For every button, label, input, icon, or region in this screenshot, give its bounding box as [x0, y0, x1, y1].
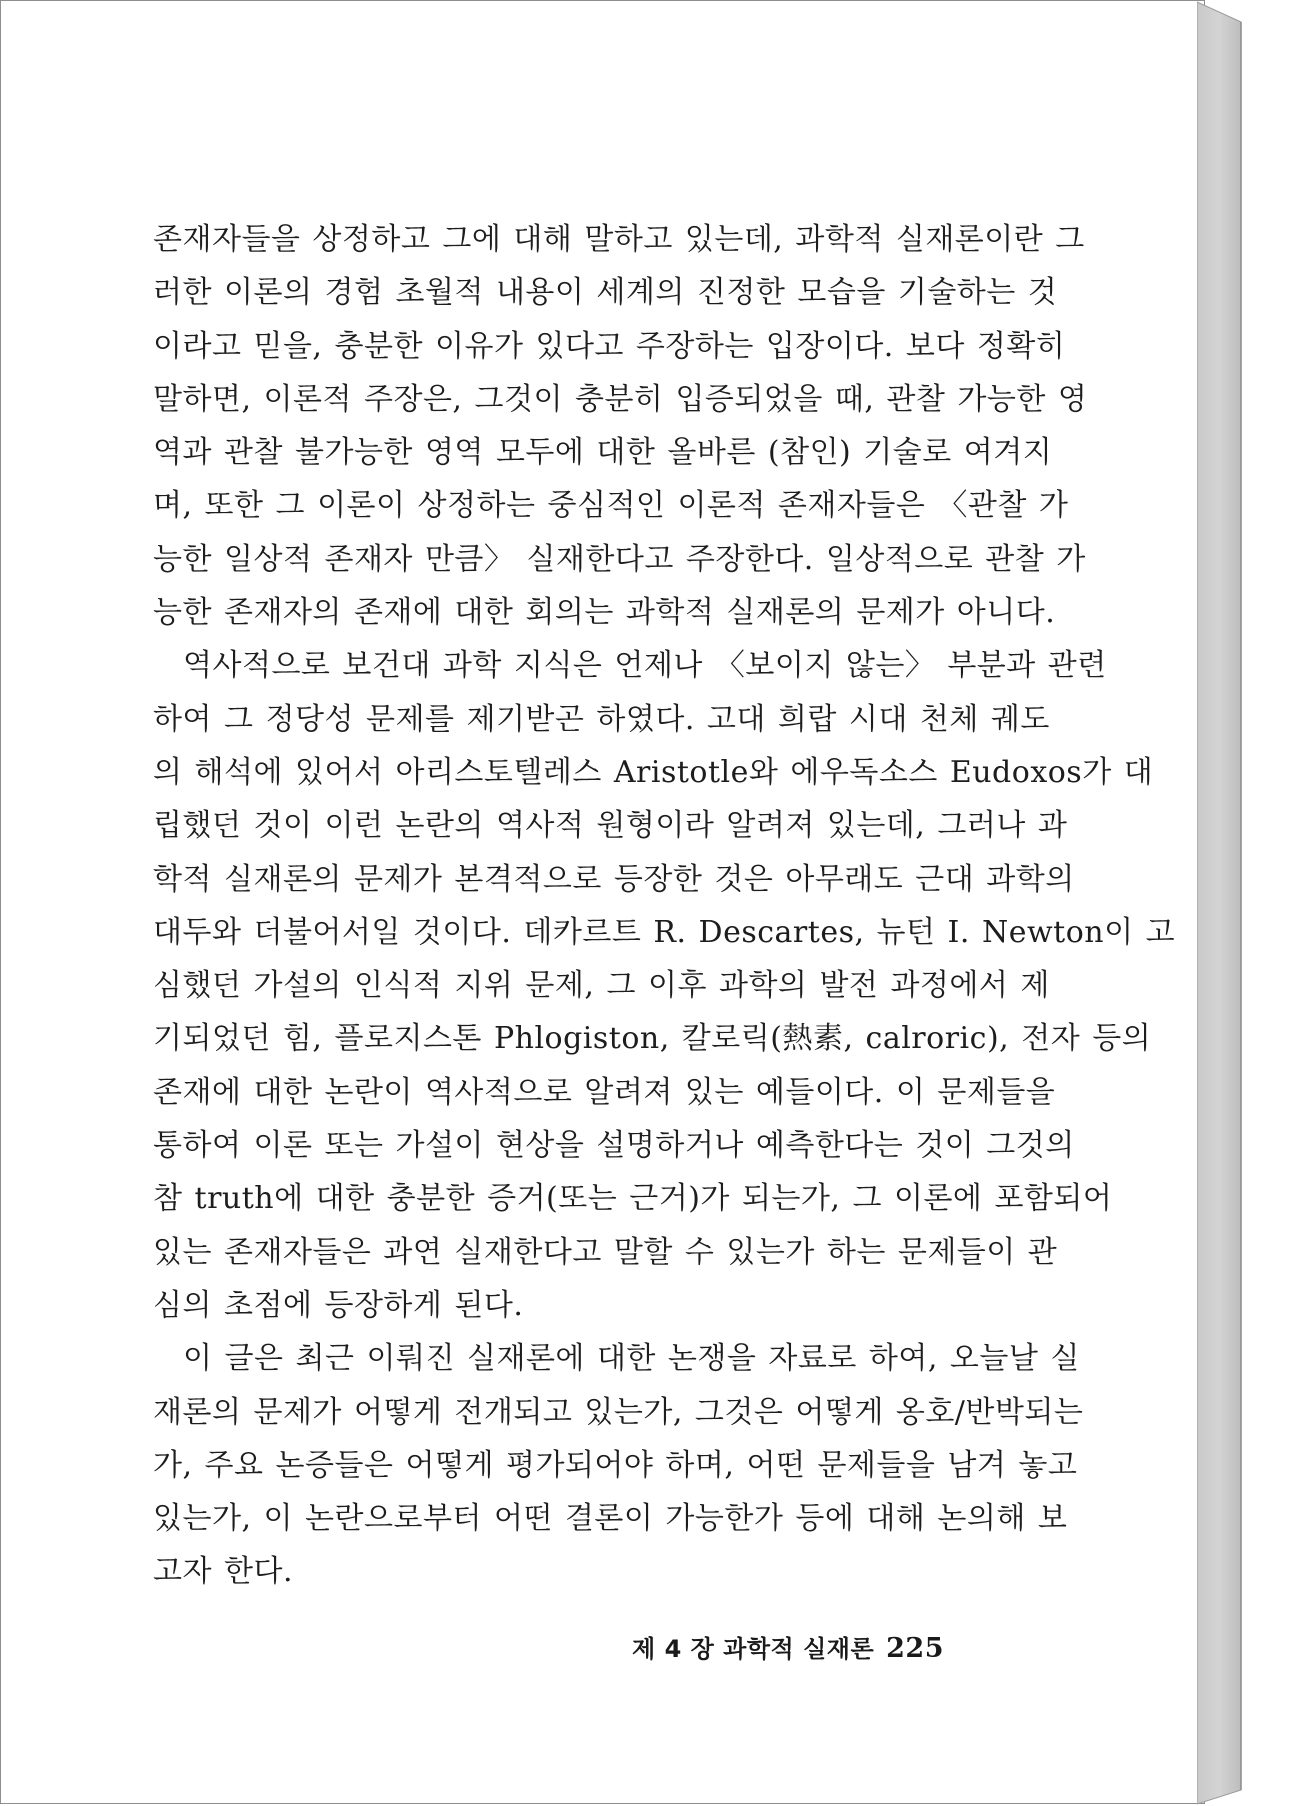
book-edge — [1197, 0, 1267, 1806]
text-line: 존재에 대한 논란이 역사적으로 알려져 있는 예들이다. 이 문제들을 — [153, 1074, 1056, 1110]
book-edge-shape — [1197, 0, 1267, 1806]
page-number: 225 — [886, 1633, 944, 1664]
text-line: 능한 일상적 존재자 만큼〉 실재한다고 주장한다. 일상적으로 관찰 가 — [153, 541, 1086, 577]
paragraph-1 — [153, 213, 1088, 639]
text-line: 존재자들을 상정하고 그에 대해 말하고 있는데, 과학적 실재론이란 그 — [153, 222, 1085, 257]
text-line: 러한 이론의 경험 초월적 내용이 세계의 진정한 모습을 기술하는 것 — [153, 275, 1058, 311]
text-line: 역사적으로 보건대 과학 지식은 언제나 〈보이지 않는〉 부분과 관련 — [183, 648, 1107, 684]
text-line: 고자 한다. — [153, 1554, 293, 1590]
text-line: 능한 존재자의 존재에 대한 회의는 과학적 실재론의 문제가 아니다. — [153, 595, 1056, 631]
text-line: 통하여 이론 또는 가설이 현상을 설명하거나 예측한다는 것이 그것의 — [153, 1128, 1075, 1164]
text-line: 참 truth에 대한 충분한 증거(또는 근거)가 되는가, 그 이론에 포함되어 — [153, 1181, 1113, 1217]
text-line: 이라고 믿을, 충분한 이유가 있다고 주장하는 입장이다. 보다 정확히 — [153, 328, 1066, 364]
text-line: 역과 관찰 불가능한 영역 모두에 대한 올바른 (참인) 기술로 여겨지 — [153, 435, 1053, 471]
paragraph-3 — [153, 1332, 1084, 1598]
text-line: 립했던 것이 이런 논란의 역사적 원형이라 알려져 있는데, 그러나 과 — [153, 808, 1068, 844]
text-line: 이 글은 최근 이뤄진 실재론에 대한 논쟁을 자료로 하여, 오늘날 실 — [183, 1341, 1080, 1377]
paragraph-2 — [153, 639, 1176, 1332]
text-line: 기되었던 힘, 플로지스톤 Phlogiston, 칼로릭(熱素, calroric), 전자 등의 — [153, 1021, 1152, 1057]
page-body — [153, 213, 1176, 1599]
text-line: 하여 그 정당성 문제를 제기받곤 하였다. 고대 희랍 시대 천체 궤도 — [153, 701, 1050, 737]
page-footer — [632, 1629, 944, 1664]
chapter-title: 제 4 장 과학적 실재론 — [632, 1635, 875, 1663]
text-line: 있는가, 이 논란으로부터 어떤 결론이 가능한가 등에 대해 논의해 보 — [153, 1501, 1068, 1537]
text-line: 심했던 가설의 인식적 지위 문제, 그 이후 과학의 발전 과정에서 제 — [153, 968, 1050, 1004]
text-line: 말하면, 이론적 주장은, 그것이 충분히 입증되었을 때, 관찰 가능한 영 — [153, 381, 1088, 417]
text-line: 가, 주요 논증들은 어떻게 평가되어야 하며, 어떤 문제들을 남겨 놓고 — [153, 1447, 1078, 1483]
text-line: 학적 실재론의 문제가 본격적으로 등장한 것은 아무래도 근대 과학의 — [153, 861, 1075, 897]
text-line: 의 해석에 있어서 아리스토텔레스 Aristotle와 에우독소스 Eudoxos가 대 — [153, 754, 1154, 790]
text-line: 며, 또한 그 이론이 상정하는 중심적인 이론적 존재자들은 〈관찰 가 — [153, 488, 1069, 524]
text-line: 재론의 문제가 어떻게 전개되고 있는가, 그것은 어떻게 옹호/반박되는 — [153, 1394, 1084, 1430]
text-line: 대두와 더불어서일 것이다. 데카르트 R. Descartes, 뉴턴 I. Newton이 고 — [153, 914, 1176, 950]
text-line: 심의 초점에 등장하게 된다. — [153, 1287, 524, 1323]
text-line: 있는 존재자들은 과연 실재한다고 말할 수 있는가 하는 문제들이 관 — [153, 1234, 1058, 1270]
